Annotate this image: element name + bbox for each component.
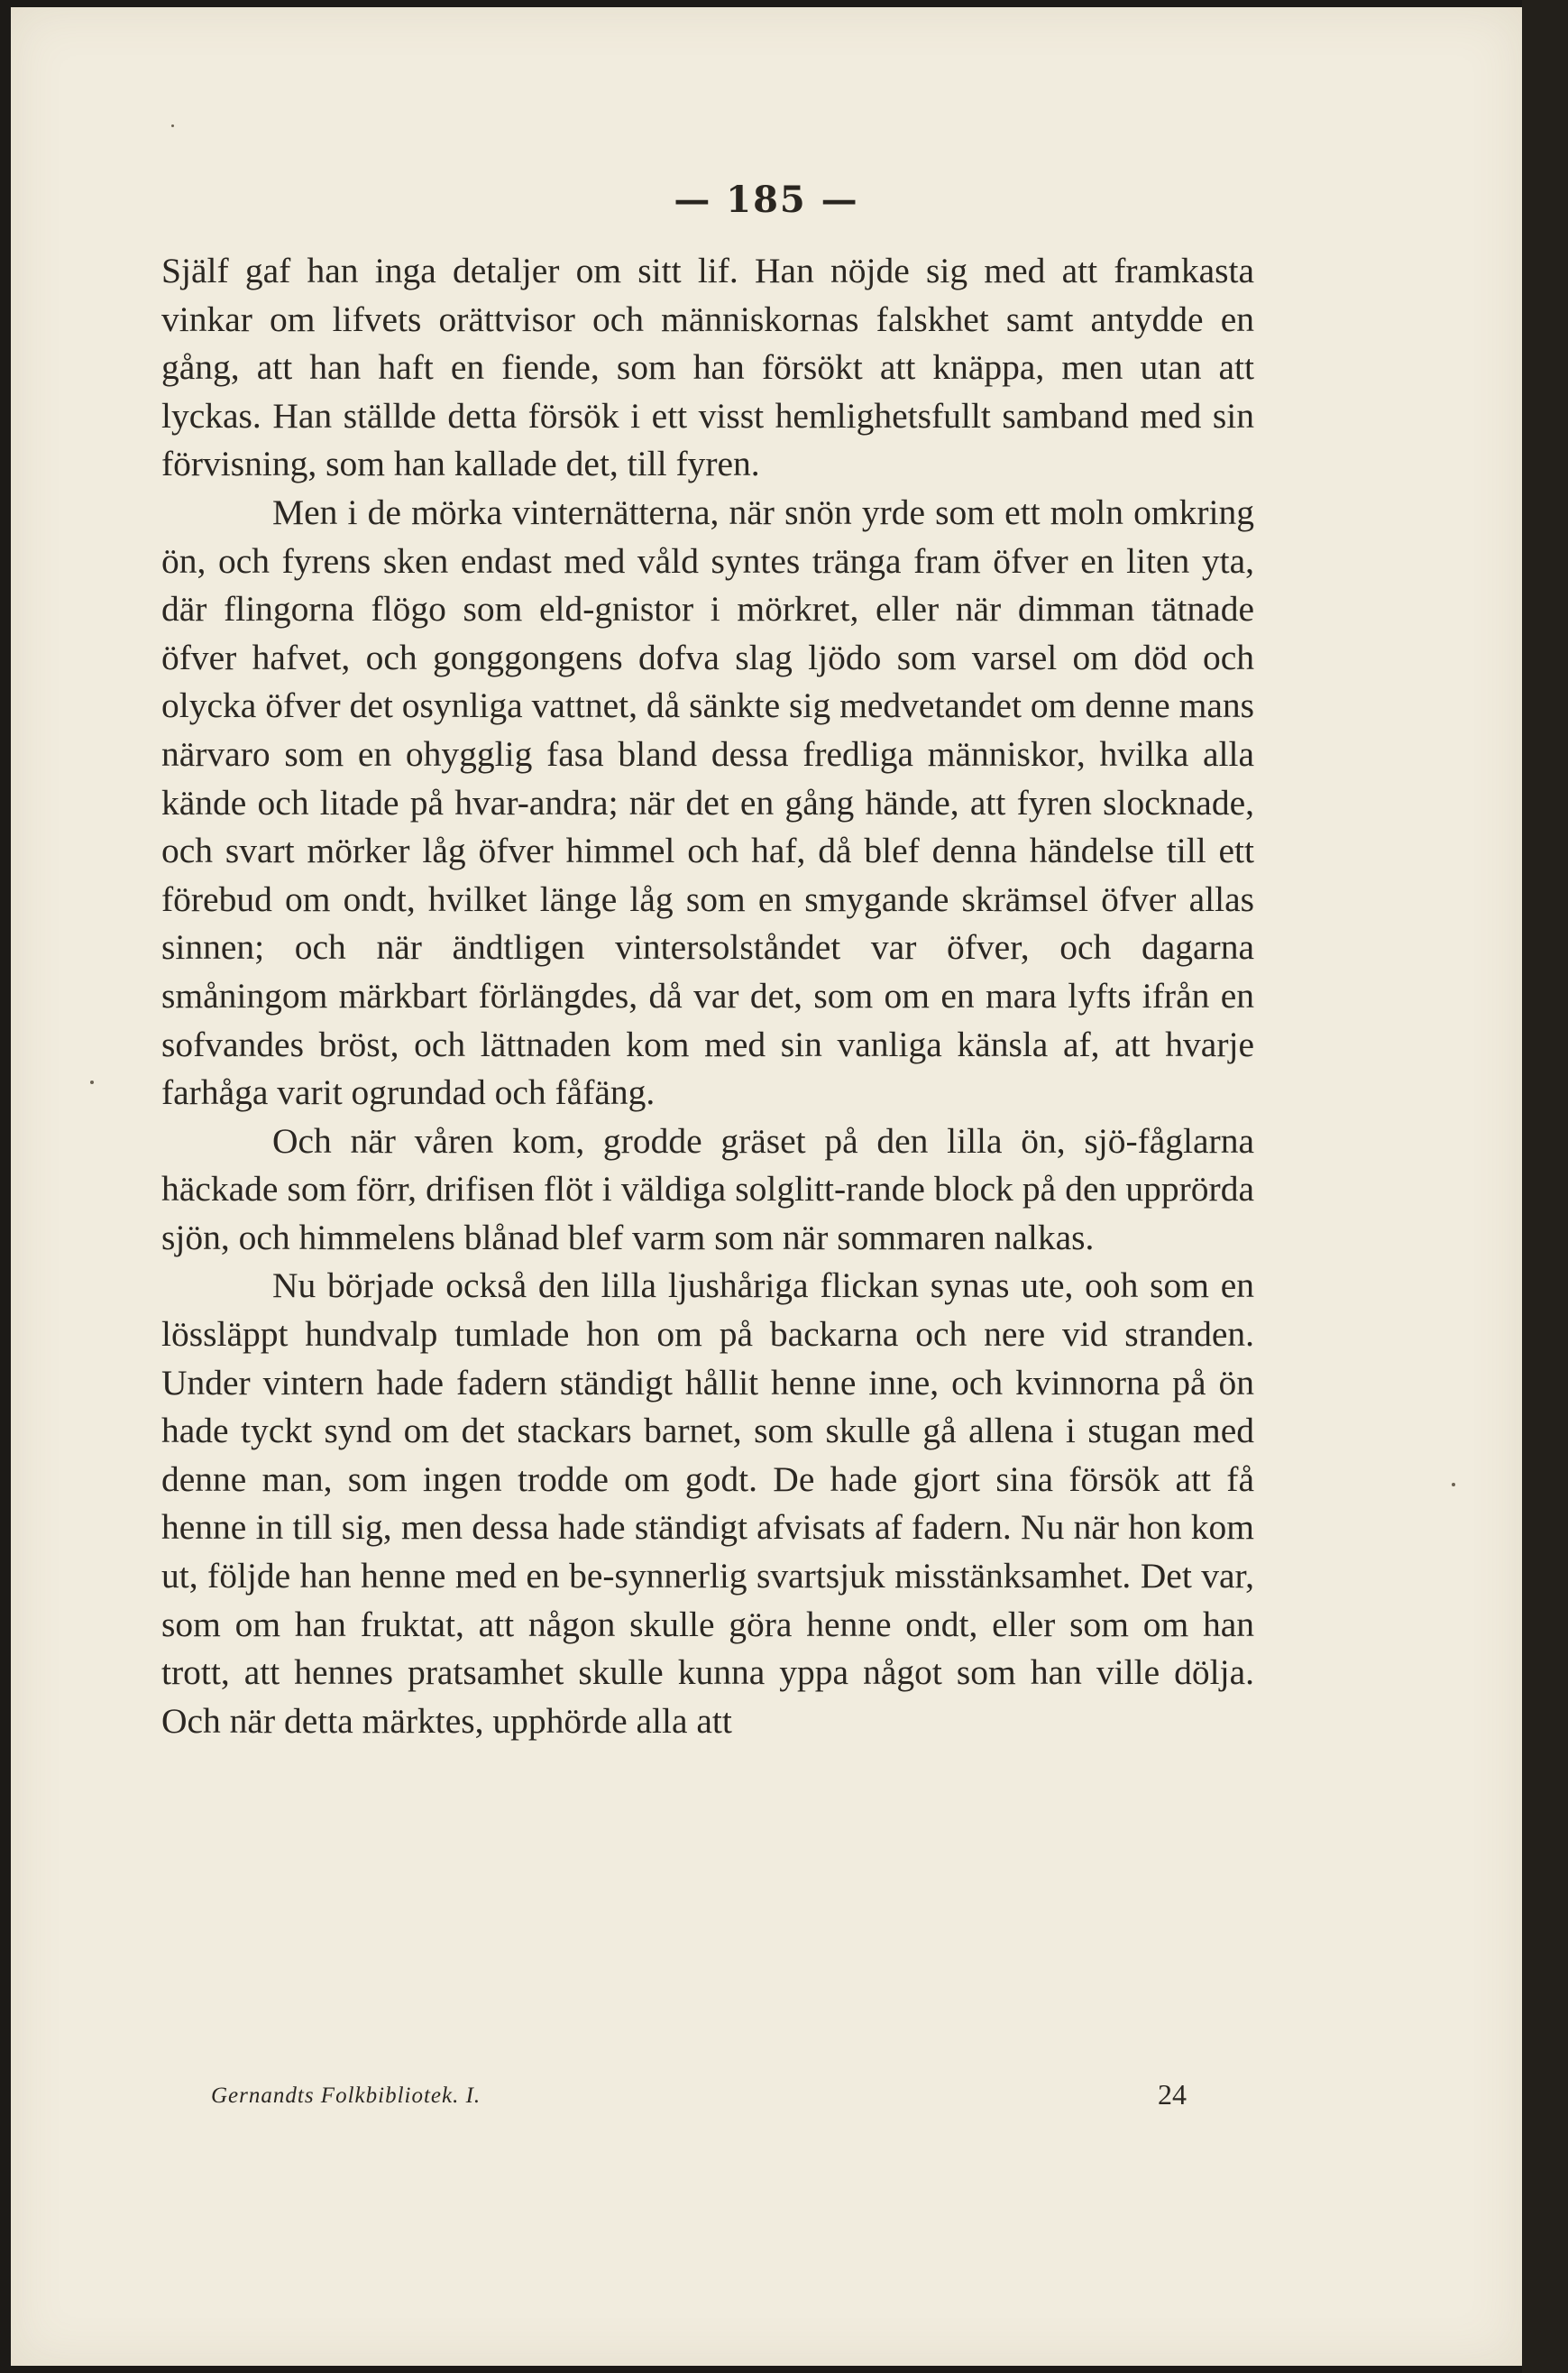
paragraph-1: Själf gaf han inga detaljer om sitt lif. Han nöjde sig med att framkasta vinkar om lifvets orättvisor och människornas falskhet samt antydde en gång, att han haft en fiende, som han försökt att knäppa, men utan att lyckas. Han ställde detta försök i ett visst hemlighetsfullt samband med sin förvisning, som han kallade det, till fyren. — [161, 251, 1254, 484]
book-page — [11, 7, 1522, 2366]
paragraph-3: Och när våren kom, grodde gräset på den lilla ön, sjö-fåglarna häckade som förr, drifisen flöt i väldiga solglitt-rande block på den upprörda sjön, och himmelens blånad blef varm som när sommaren nalkas. — [161, 1120, 1254, 1257]
paragraph-2: Men i de mörka vinternätterna, när snön yrde som ett moln omkring ön, och fyrens sken endast med våld syntes tränga fram öfver en liten yta, där flingorna flögo som eld-gnistor i mörkret, eller när dimman tätnade öfver hafvet, och gonggongens dofva slag ljödo som varsel om död och olycka öfver det osynliga vattnet, då sänkte sig medvetandet om denne mans närvaro som en ohygglig fasa bland dessa fredliga människor, hvilka alla kände och litade på hvar-andra; när det en gång hände, att fyren slocknade, och svart mörker låg öfver himmel och haf, då blef denna händelse till ett förebud om ondt, hvilket länge låg som en smygande skrämsel öfver allas sinnen; och när ändtligen vintersolståndet var öfver, och dagarna småningom märkbart förlängdes, då var det, som om en mara lyfts ifrån en sofvandes bröst, och lättnaden kom med sin vanliga känsla af, att hvarje farhåga varit ogrundad och fåfäng. — [161, 492, 1254, 1113]
sheet-number: 24 — [1158, 2078, 1187, 2111]
paper-speck — [90, 1081, 94, 1084]
page-edge-shadow — [1522, 0, 1568, 2373]
page-number: — 185 — — [674, 179, 859, 221]
printer-signature: Gernandts Folkbibliotek. I. — [211, 2083, 481, 2108]
paragraph-4: Nu började också den lilla ljushåriga flickan synas ute, ooh som en lössläppt hundvalp tumlade hon om på backarna och nere vid stranden. Under vintern hade fadern ständigt hållit henne inne, och kvinnorna på ön hade tyckt synd om det stackars barnet, som skulle gå allena i stugan med denne man, som ingen trodde om godt. De hade gjort sina försök att få henne in till sig, men dessa hade ständigt afvisats af fadern. Nu när hon kom ut, följde han henne med en be-synnerlig svartsjuk misstänksamhet. Det var, som om han fruktat, att någon skulle göra henne ondt, eller som om han trott, att hennes pratsamhet skulle kunna yppa något som han ville dölja. Och när detta märktes, upphörde alla att — [161, 1265, 1254, 1741]
paper-speck — [1452, 1483, 1455, 1486]
body-text — [161, 247, 1254, 1745]
paper-speck — [171, 124, 174, 127]
